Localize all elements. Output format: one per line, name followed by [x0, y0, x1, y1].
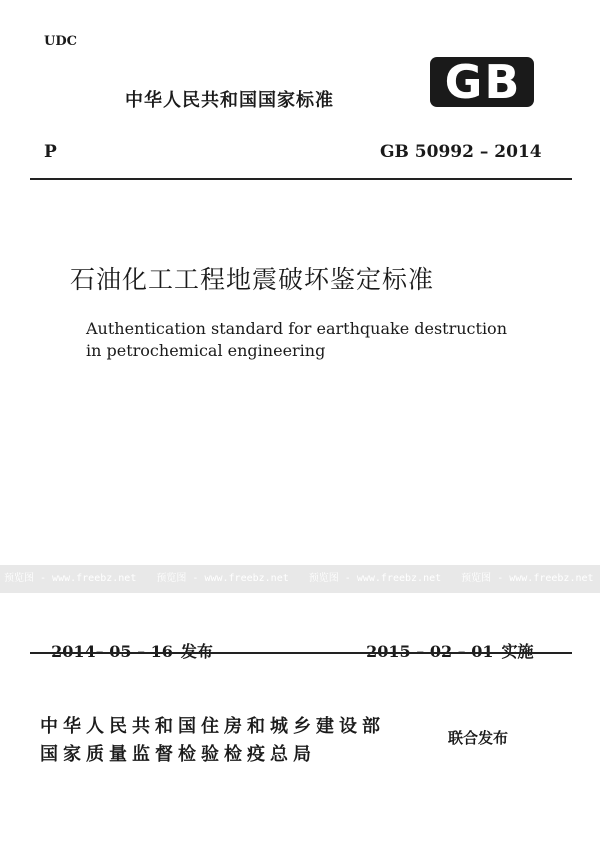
issuer-line-1: 中华人民共和国住房和城乡建设部	[40, 716, 385, 737]
bottom-divider	[30, 652, 572, 654]
gb-logo-text: GB	[444, 55, 522, 109]
issuer-line-2: 国家质量监督检验检疫总局	[40, 744, 316, 765]
title-english-line-1: Authentication standard for earthquake destruction	[86, 319, 507, 338]
national-standard-heading: 中华人民共和国国家标准	[125, 90, 334, 111]
title-chinese: 石油化工工程地震破坏鉴定标准	[70, 265, 435, 294]
watermark-text: 预览图 - www.freebz.net	[4, 573, 137, 584]
category-code: P	[44, 142, 57, 162]
joint-issue-label: 联合发布	[448, 729, 509, 747]
top-divider	[30, 178, 572, 180]
standard-number: GB 50992 – 2014	[380, 142, 542, 162]
gb-logo	[428, 54, 538, 110]
udc-label: UDC	[44, 34, 77, 49]
effective-date-group	[355, 620, 534, 662]
watermark-banner	[0, 565, 600, 593]
watermark-text: 预览图 - www.freebz.net	[156, 573, 289, 584]
title-english	[86, 318, 507, 362]
issue-date-group	[40, 620, 213, 662]
watermark-text: 预览图 - www.freebz.net	[308, 573, 442, 584]
watermark-text: 预览图 - www.freebz.net	[461, 573, 594, 584]
title-english-line-2: in petrochemical engineering	[86, 341, 326, 360]
